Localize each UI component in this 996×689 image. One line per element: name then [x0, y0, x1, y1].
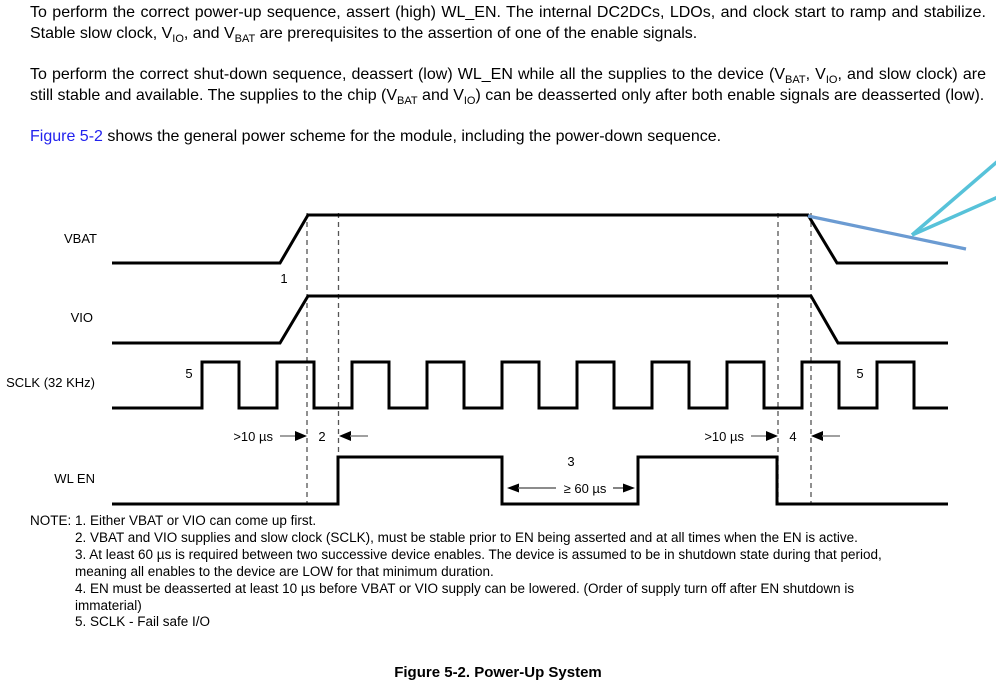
subscript-io: IO	[172, 33, 184, 46]
notes-list	[75, 513, 907, 631]
arrowhead-left-icon	[811, 431, 823, 441]
subscript-bat: BAT	[234, 33, 256, 46]
subscript-bat: BAT	[785, 74, 806, 87]
note-item-3: 3. At least 60 µs is required between two successive device enables. The device is assumed to be in shutdown state during that period, meaning all enables to the device are LOW for that minimum duration.	[75, 546, 882, 579]
sclk-waveform	[112, 362, 948, 408]
dimension-left-10us	[233, 429, 368, 444]
annotation-cyan-line-lower	[912, 197, 996, 235]
dimension-right-10us	[704, 429, 840, 444]
arrowhead-left-icon	[339, 431, 351, 441]
note-item-2: 2. VBAT and VIO supplies and slow clock (SCLK), must be stable prior to EN being asserted and at all times when the EN is active.	[75, 529, 858, 545]
paragraph-text: ) can be deasserted only after both enable signals are deasserted (low).	[475, 87, 985, 104]
annotation-cyan-line-upper	[912, 161, 996, 235]
arrowhead-right-icon	[766, 431, 778, 441]
signal-label-vio: VIO	[70, 310, 93, 325]
paragraph-text: , and slow clock) are still stable and available. The supplies to the chip (V	[30, 66, 986, 104]
paragraph-text: shows the general power scheme for the module, including the power-down sequence.	[102, 128, 722, 145]
waveforms	[112, 215, 948, 504]
subscript-io: IO	[825, 74, 838, 87]
arrowhead-right-icon	[295, 431, 307, 441]
arrowhead-right-icon	[623, 484, 635, 493]
paragraph-text: , and V	[183, 25, 235, 42]
paragraph-text: , V	[805, 66, 826, 83]
note-item-4: 4. EN must be deasserted at least 10 µs before VBAT or VIO supply can be lowered. (Order of supply turn off after EN shutdown is immaterial)	[75, 580, 855, 613]
paragraph-text: and V	[417, 87, 464, 104]
marker-2-left-gap: 2	[318, 429, 326, 444]
figure-notes	[30, 513, 907, 631]
vbat-waveform	[112, 215, 948, 263]
marker-5-sclk-right: 5	[856, 366, 864, 381]
arrowhead-left-icon	[507, 484, 519, 493]
dimension-left-label: >10 µs	[233, 429, 273, 444]
marker-4-right-gap: 4	[789, 429, 797, 444]
note-item-1: 1. Either VBAT or VIO can come up first.	[75, 513, 317, 528]
marker-1-ramp: 1	[280, 271, 288, 286]
note-item-5: 5. SCLK - Fail safe I/O	[75, 614, 211, 630]
subscript-io: IO	[463, 95, 476, 108]
marker-5-sclk-left: 5	[185, 366, 193, 381]
notes-label: NOTE:	[30, 513, 72, 528]
figure-5-2-link[interactable]: Figure 5-2	[30, 128, 103, 145]
vio-waveform	[112, 296, 948, 343]
highlight-annotation	[808, 161, 996, 249]
dashed-guides	[307, 213, 811, 503]
marker-3-enable-gap: 3	[567, 454, 575, 469]
signal-label-sclk: SCLK (32 KHz)	[6, 375, 95, 390]
signal-label-vbat: VBAT	[64, 231, 97, 246]
wlen-waveform	[112, 457, 948, 504]
dimension-middle-60us	[507, 481, 635, 496]
paragraph-text: To perform the correct power-up sequence, assert (high) WL_EN. The internal DC2DCs, LDOs, and clock start to ramp and stabilize. Stable slow clock, V	[30, 4, 986, 42]
signal-label-wlen: WL EN	[54, 471, 95, 486]
dimension-middle-label: ≥ 60 µs	[563, 481, 607, 496]
subscript-bat: BAT	[397, 95, 418, 108]
paragraph-text: To perform the correct shut-down sequence, deassert (low) WL_EN while all the supplies to the device (V	[30, 66, 786, 83]
paragraph-text: are prerequisites to the assertion of one of the enable signals.	[255, 25, 698, 42]
figure-caption: Figure 5-2. Power-Up System	[394, 664, 602, 681]
dimension-right-label: >10 µs	[704, 429, 744, 444]
